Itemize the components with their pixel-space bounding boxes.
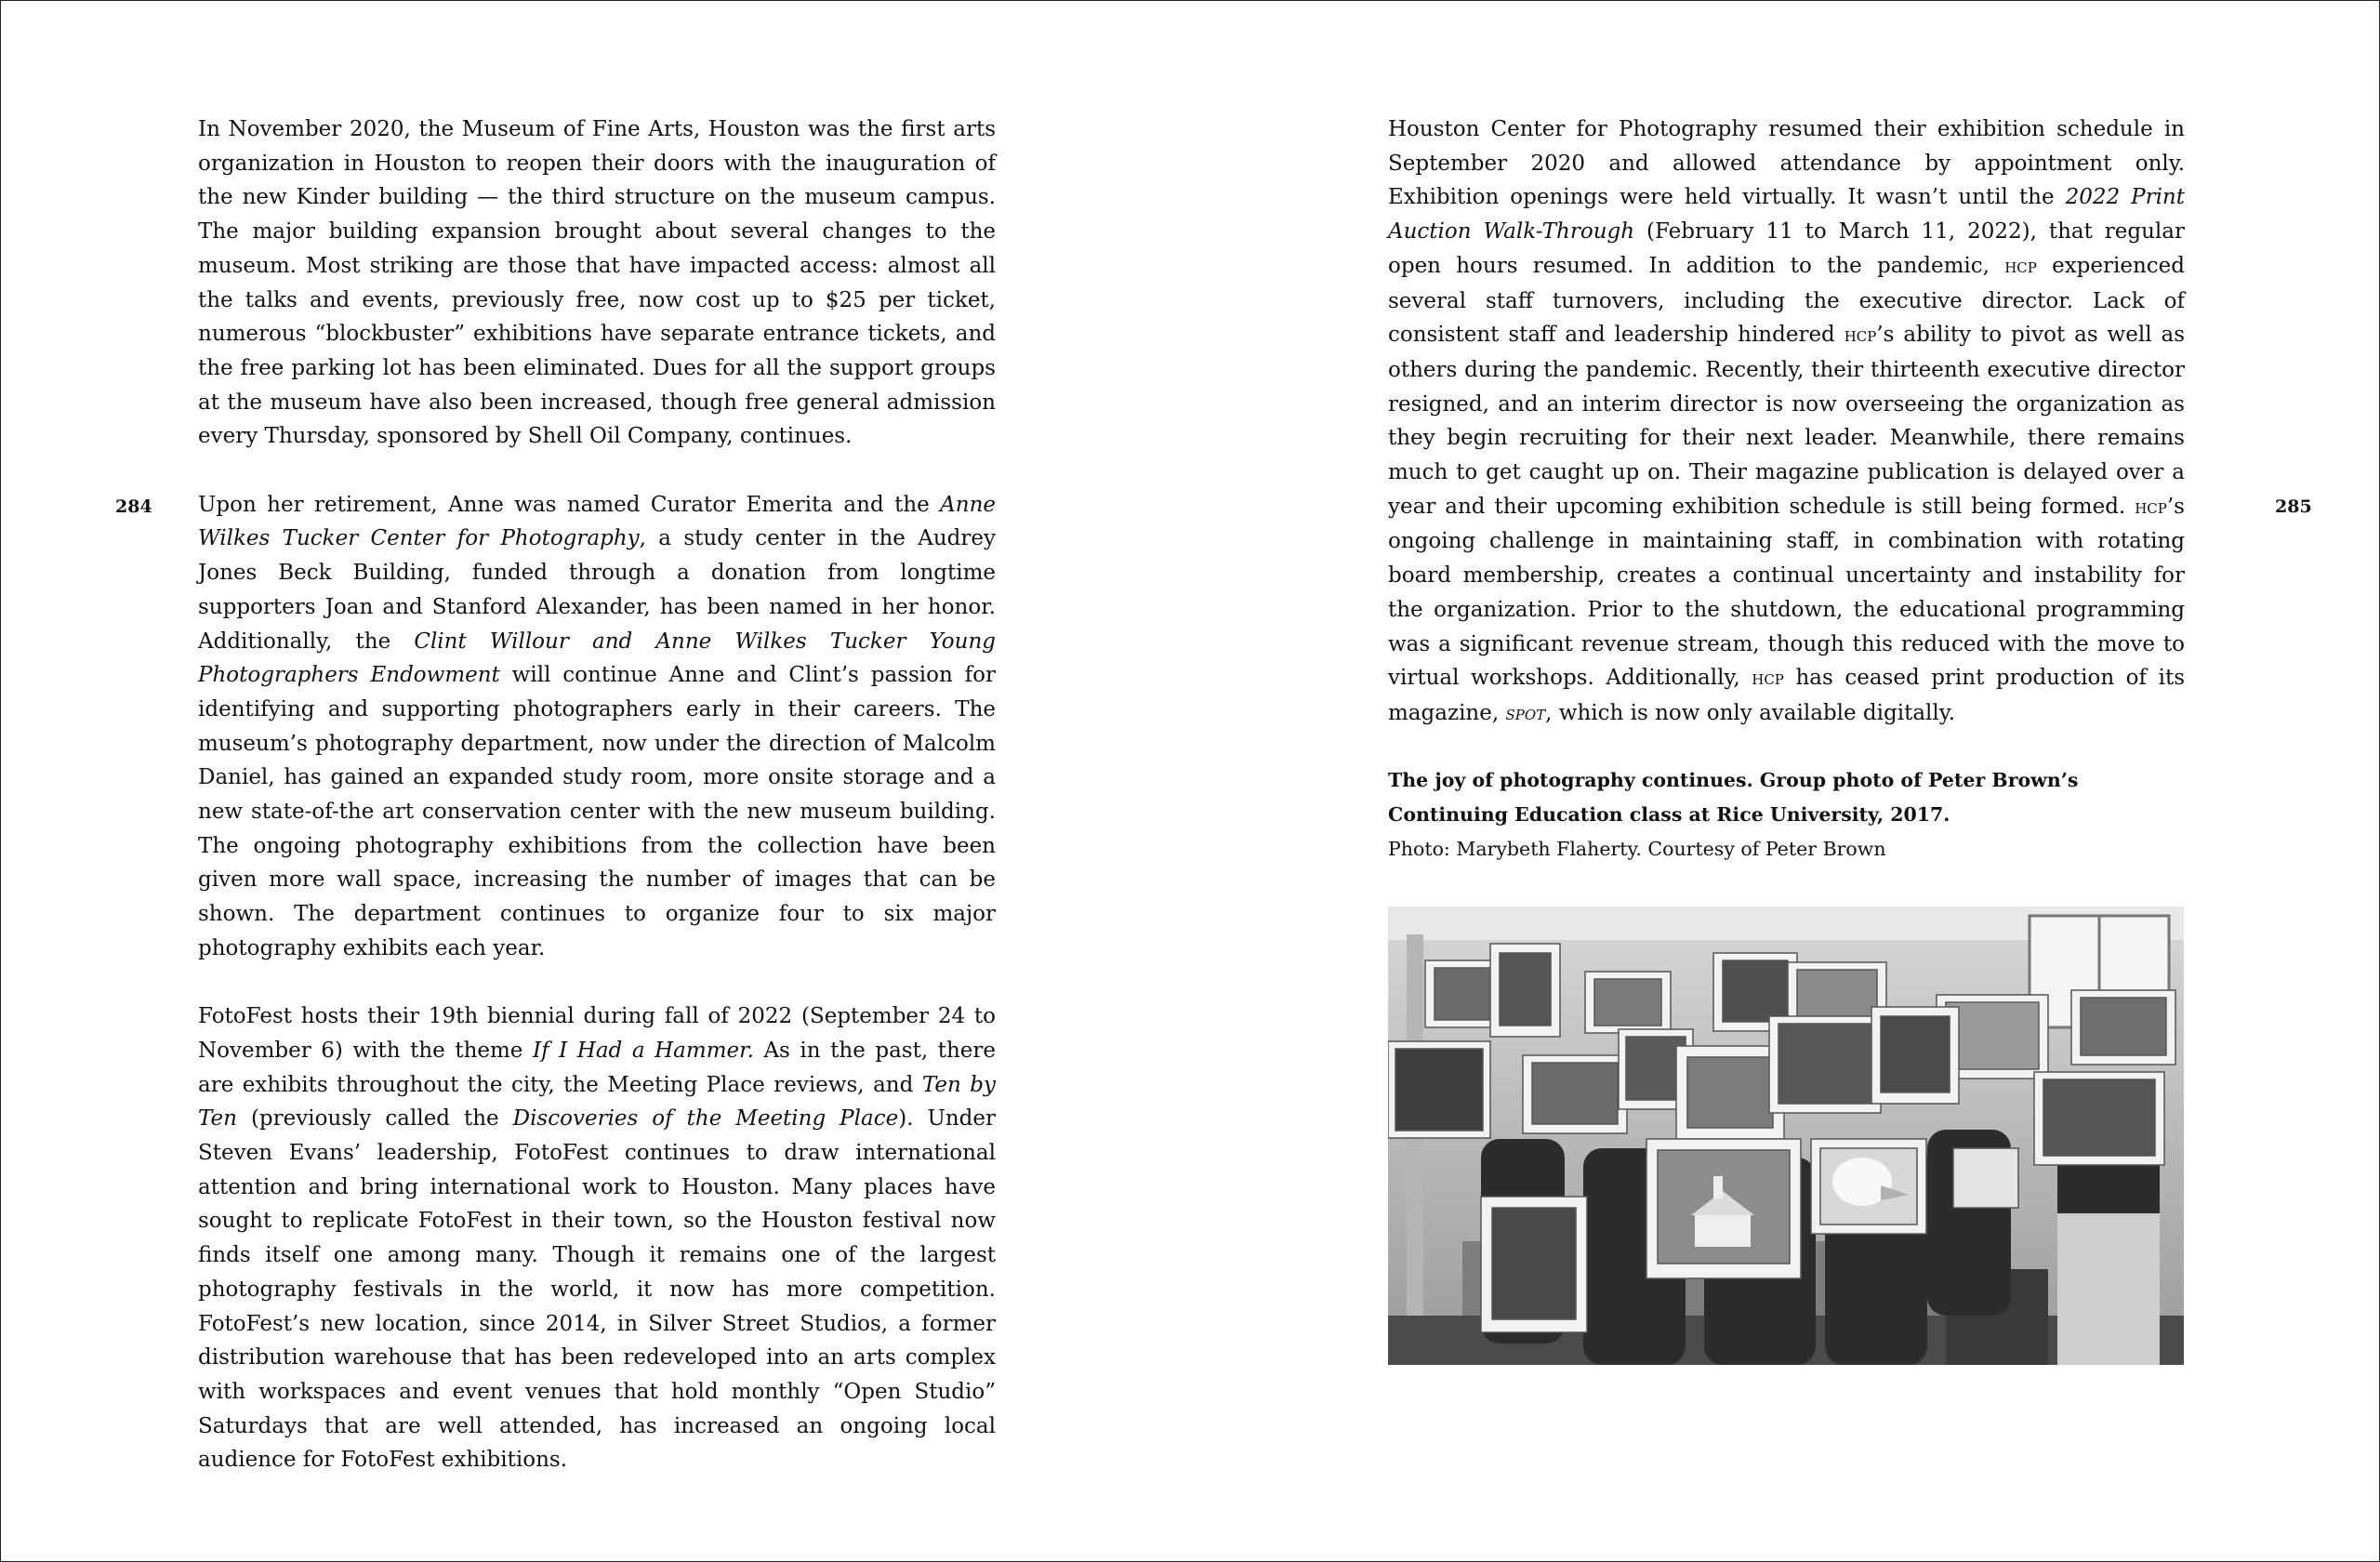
text-run: ). Under Steven Evans’ leadership, FotoFest continues to draw international attention and bring international work to Houston. Many places have sought to replicate FotoFest in their town, so the Houston festival now finds itself one among many. Though it remains one of the largest photography festivals in the world, it now has more competition. FotoFest’s new location, since 2014, in Silver Street Studios, a former distribution warehouse that has been redeveloped into an arts complex with workspaces and event venues that hold monthly “Open Studio” Saturdays that are well attended, has increased an ongoing local audience for FotoFest exhibitions. (198, 1106, 996, 1473)
text-run: As in the past, there are exhibits throughout the city, the Meeting Place reviews, and (198, 1038, 996, 1097)
body-paragraph (1388, 113, 2185, 732)
text-run: FotoFest hosts their 19th biennial during fall of 2022 (September 24 to November 6) with the theme (198, 1004, 996, 1063)
small-caps-text: hcp (1844, 324, 1877, 348)
page-number-right: 285 (2275, 496, 2312, 517)
small-caps-text: hcp (2004, 254, 2037, 278)
text-run: experienced several staff turnovers, including the executive director. Lack of consistent staff and leadership hindered (1388, 253, 2186, 348)
photo-caption (1388, 763, 2185, 867)
small-caps-text: hcp (1752, 667, 1784, 691)
left-page-body (198, 113, 996, 1477)
caption-title: The joy of photography continues. Group photo of Peter Brown’s Continuing Education class at Rice University, 2017. (1388, 769, 2079, 826)
text-run: will continue Anne and Clint’s passion for identifying and supporting photographers early in their careers. The museum’s photography department, now under the direction of Malcolm Daniel, has gained an expanded study room, more onsite storage and a new state-of-the art conservation center with the new museum building. The ongoing photography exhibitions from the collection have been given more wall space, increasing the number of images that can be shown. The department continues to organize four to six major photography exhibits each year. (198, 663, 996, 960)
body-paragraph (198, 113, 996, 454)
body-paragraph (198, 488, 996, 966)
italic-text: If I Had a Hammer. (532, 1038, 754, 1063)
text-run: Houston Center for Photography resumed their exhibition schedule in September 2020 and allowed attendance by appointment only. Exhibition openings were held virtually. It wasn’t until the (1388, 117, 2185, 210)
text-run: In November 2020, the Museum of Fine Arts, Houston was the first arts organization in Houston to reopen their doors with the inauguration of the new Kinder building — the third structure on the museum campus. The major building expansion brought about several changes to the museum. Most striking are those that have impacted access: almost all the talks and events, previously free, now cost up to $25 per ticket, numerous “blockbuster” exhibitions have separate entrance tickets, and the free parking lot has been eliminated. Dues for all the support groups at the museum have also been increased, though free general admission every Thursday, sponsored by Shell Oil Company, continues. (198, 117, 996, 449)
small-caps-text: hcp (2135, 495, 2167, 519)
italic-text: Discoveries of the Meeting Place (512, 1106, 899, 1132)
text-run: ’s ongoing challenge in maintaining staff, in combination with rotating board membership, creates a continual uncertainty and instability for the organization. Prior to the shutdown, the educational programming was a significant revenue stream, though this reduced with the move to virtual workshops. Additionally, (1388, 494, 2185, 691)
italic-text: Clint Willour and Anne Wilkes Tucker Young Photographers Endowment (198, 629, 996, 688)
small-caps-text: spot (1505, 701, 1546, 725)
text-run: has ceased print production of its magazine, (1388, 666, 2185, 725)
page-number-left: 284 (115, 496, 152, 517)
text-run: Upon her retirement, Anne was named Curator Emerita and the (198, 492, 941, 517)
caption-credit: Photo: Marybeth Flaherty. Courtesy of Peter Brown (1388, 838, 1886, 860)
italic-text: Ten by Ten (198, 1072, 996, 1132)
text-run: (February 11 to March 11, 2022), that regular open hours resumed. In addition to the pandemic, (1388, 219, 2185, 278)
body-paragraph (198, 999, 996, 1477)
italic-text: Anne Wilkes Tucker Center for Photography (198, 492, 996, 551)
italic-text: 2022 Print Auction Walk-Through (1388, 185, 2185, 245)
right-page-body (1388, 113, 2185, 732)
text-run: (previously called the (236, 1106, 513, 1132)
text-run: , a study center in the Audrey Jones Beck Building, funded through a donation from longtime supporters Joan and Stanford Alexander, has been named in her honor. Additionally, the (198, 526, 996, 654)
text-run: ’s ability to pivot as well as others during the pandemic. Recently, their thirteenth executive director resigned, and an interim director is now overseeing the organization as they begin recruiting for their next leader. Meanwhile, there remains much to get caught up on. Their magazine publication is delayed over a year and their upcoming exhibition schedule is still being formed. (1388, 323, 2186, 519)
text-run: , which is now only available digitally. (1545, 700, 1956, 725)
group-photo (1388, 907, 2184, 1365)
